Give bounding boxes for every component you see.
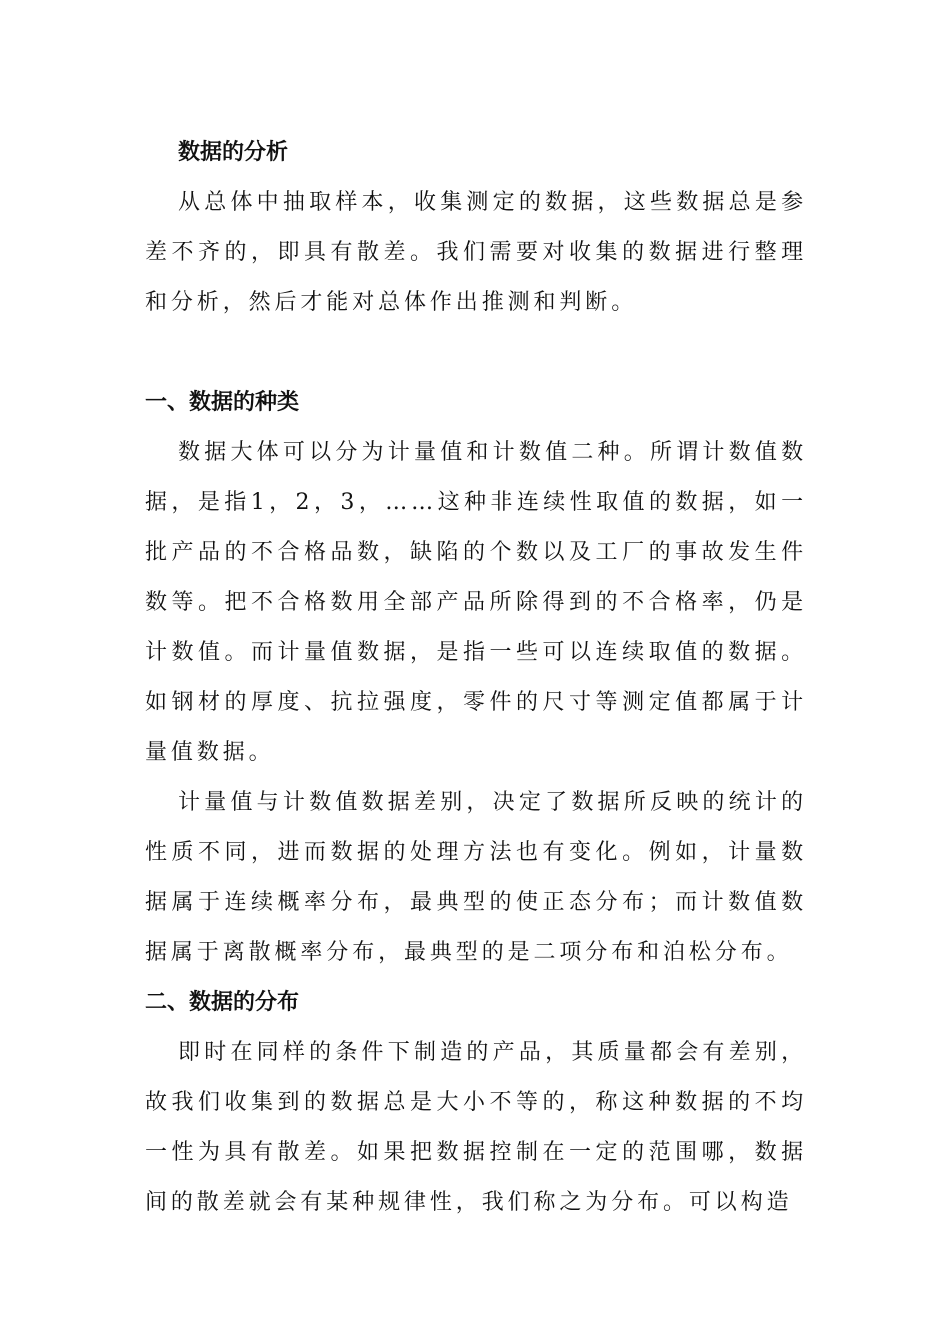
paragraph-data-distribution-1: 即时在同样的条件下制造的产品，其质量都会有差别，故我们收集到的数据总是大小不等的，称这种数据的不均一性为具有散差。如果把数据控制在一定的范围哪，数据间的散差就会有某种规律性，我们称之为分布。可以构造 (145, 1040, 807, 1215)
section-heading-data-distribution: 二、数据的分布 (145, 990, 300, 1015)
spacer (145, 328, 807, 378)
document-title: 数据的分析 (178, 140, 289, 165)
section-heading-data-types: 一、数据的种类 (145, 390, 300, 415)
paragraph-data-types-2: 计量值与计数值数据差别，决定了数据所反映的统计的性质不同，进而数据的处理方法也有变化。例如，计量数据属于连续概率分布，最典型的使正态分布；而计数值数据属于离散概率分布，最典型的是二项分布和泊松分布。 (145, 790, 807, 965)
intro-paragraph: 从总体中抽取样本，收集测定的数据，这些数据总是参差不齐的，即具有散差。我们需要对收集的数据进行整理和分析，然后才能对总体作出推测和判断。 (145, 190, 807, 315)
paragraph-data-types-1: 数据大体可以分为计量值和计数值二种。所谓计数值数据，是指1，2，3，……这种非连续性取值的数据，如一批产品的不合格品数，缺陷的个数以及工厂的事故发生件数等。把不合格数用全部产品所除得到的不合格率，仍是计数值。而计量值数据，是指一些可以连续取值的数据。如钢材的厚度、抗拉强度，零件的尺寸等测定值都属于计量值数据。 (145, 440, 807, 765)
document-page (145, 128, 807, 1228)
